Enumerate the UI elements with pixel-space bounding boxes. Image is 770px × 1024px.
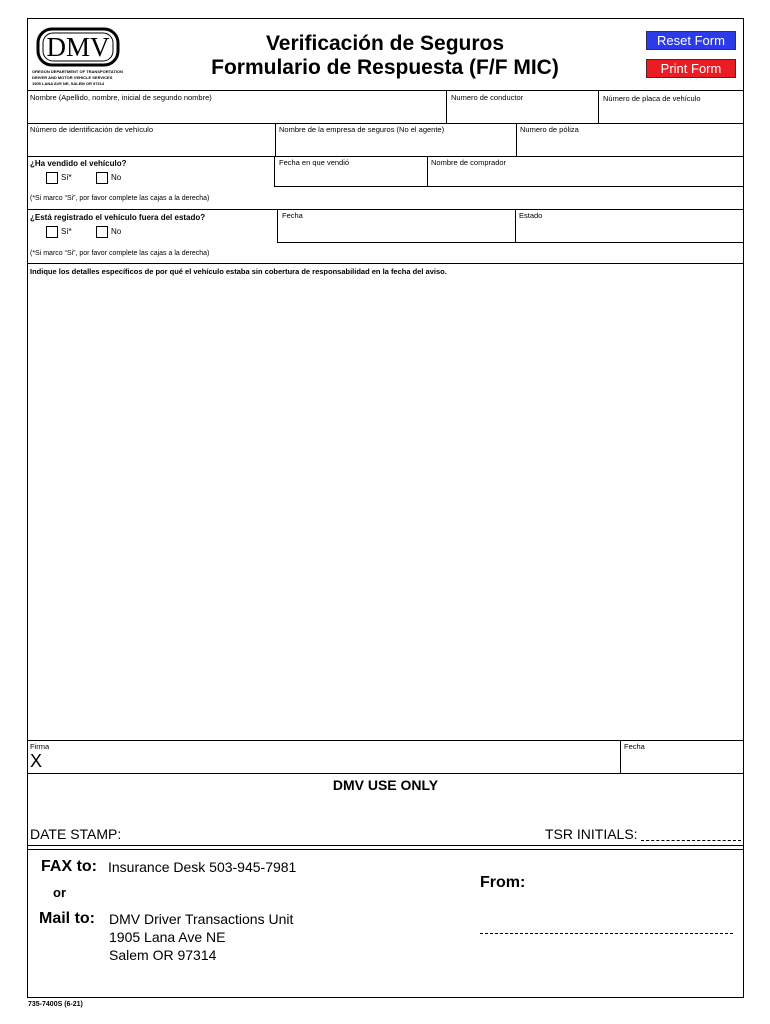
state-label: Estado xyxy=(519,211,543,220)
mail-label: Mail to: xyxy=(39,910,95,927)
tsr-initials-label: TSR INITIALS: xyxy=(545,826,638,842)
sold-no-label: No xyxy=(111,173,122,182)
signature-date-label: Fecha xyxy=(624,742,645,751)
tsr-initials-line[interactable] xyxy=(641,840,741,841)
mail-line-1: DMV Driver Transactions Unit xyxy=(109,911,294,927)
or-label: or xyxy=(53,885,66,900)
registration-date-field[interactable] xyxy=(278,221,514,241)
state-field[interactable] xyxy=(516,221,743,241)
title-line-1: Verificación de Seguros xyxy=(265,32,505,55)
dmv-use-title: DMV USE ONLY xyxy=(332,777,439,793)
sold-date-field[interactable] xyxy=(275,168,426,185)
divider xyxy=(27,845,744,846)
divider xyxy=(274,186,428,187)
driver-number-label: Numero de conductor xyxy=(451,93,524,102)
vin-label: Número de identificación de vehículo xyxy=(30,125,153,134)
divider xyxy=(27,156,744,157)
mail-line-2: 1905 Lana Ave NE xyxy=(109,929,226,945)
vin-field[interactable] xyxy=(28,135,274,155)
policy-number-field[interactable] xyxy=(517,135,743,155)
buyer-name-field[interactable] xyxy=(428,168,743,185)
divider xyxy=(277,242,744,243)
dmv-logo xyxy=(32,27,124,91)
from-label: From: xyxy=(480,874,526,891)
divider xyxy=(27,263,744,264)
logo-text: DMV xyxy=(46,32,110,62)
form-number: 735-7400S (6-21) xyxy=(28,1001,83,1008)
insurer-label: Nombre de la empresa de seguros (No el agente) xyxy=(279,125,445,134)
from-field[interactable] xyxy=(480,920,733,934)
fax-label: FAX to: xyxy=(41,858,97,875)
print-form-button[interactable]: Print Form xyxy=(646,59,736,78)
out-of-state-note: (*Si marco “Si”, por favor complete las cajas a la derecha) xyxy=(30,250,210,257)
insurer-field[interactable] xyxy=(276,135,515,155)
divider xyxy=(27,209,744,210)
logo-subtext-2: DRIVER AND MOTOR VEHICLE SERVICES xyxy=(32,75,113,80)
divider xyxy=(27,90,744,91)
out-of-state-yes-checkbox[interactable] xyxy=(46,226,58,238)
divider xyxy=(27,773,744,774)
details-label: Indique los detalles específicos de por qué el vehículo estaba sin cobertura de responsabilidad en la fecha del aviso. xyxy=(30,267,447,276)
buyer-name-label: Nombre de comprador xyxy=(431,158,507,167)
signature-label: Firma xyxy=(30,742,50,751)
date-stamp-label: DATE STAMP: xyxy=(30,826,122,842)
sold-yes-label: Sí* xyxy=(61,173,72,182)
out-of-state-yes-label: Sí* xyxy=(61,227,72,236)
signature-mark: X xyxy=(30,751,43,771)
sold-yes-checkbox[interactable] xyxy=(46,172,58,184)
logo-subtext-3: 1905 LANA AVE NE, SALEM OR 97314 xyxy=(32,81,105,86)
sold-note: (*Si marco “Si”, por favor complete las cajas a la derecha) xyxy=(30,195,210,202)
driver-number-field[interactable] xyxy=(447,103,597,122)
mail-line-3: Salem OR 97314 xyxy=(109,947,217,963)
divider xyxy=(427,186,744,187)
details-textarea[interactable] xyxy=(28,279,743,739)
divider xyxy=(27,849,744,850)
divider xyxy=(27,740,744,741)
divider xyxy=(27,123,744,124)
out-of-state-question: ¿Está registrado el vehículo fuera del estado? xyxy=(30,213,206,222)
sold-no-checkbox[interactable] xyxy=(96,172,108,184)
title-line-2: Formulario de Respuesta (F/F MIC) xyxy=(211,56,559,79)
sold-question: ¿Ha vendido el vehículo? xyxy=(30,159,127,168)
name-label: Nombre (Apellido, nombre, inicial de segundo nombre) xyxy=(30,93,212,102)
signature-date-field[interactable] xyxy=(621,752,743,772)
out-of-state-no-label: No xyxy=(111,227,122,236)
name-field[interactable] xyxy=(28,103,446,122)
fax-value: Insurance Desk 503-945-7981 xyxy=(108,859,297,875)
logo-subtext-1: OREGON DEPARTMENT OF TRANSPORTATION xyxy=(32,69,123,74)
plate-number-label: Número de placa de vehículo xyxy=(603,94,701,103)
policy-number-label: Numero de póliza xyxy=(520,125,579,134)
sold-date-label: Fecha en que vendió xyxy=(279,158,350,167)
out-of-state-no-checkbox[interactable] xyxy=(96,226,108,238)
plate-number-field[interactable] xyxy=(599,103,743,122)
registration-date-label: Fecha xyxy=(282,211,303,220)
signature-field[interactable] xyxy=(48,751,618,772)
reset-form-button[interactable]: Reset Form xyxy=(646,31,736,50)
